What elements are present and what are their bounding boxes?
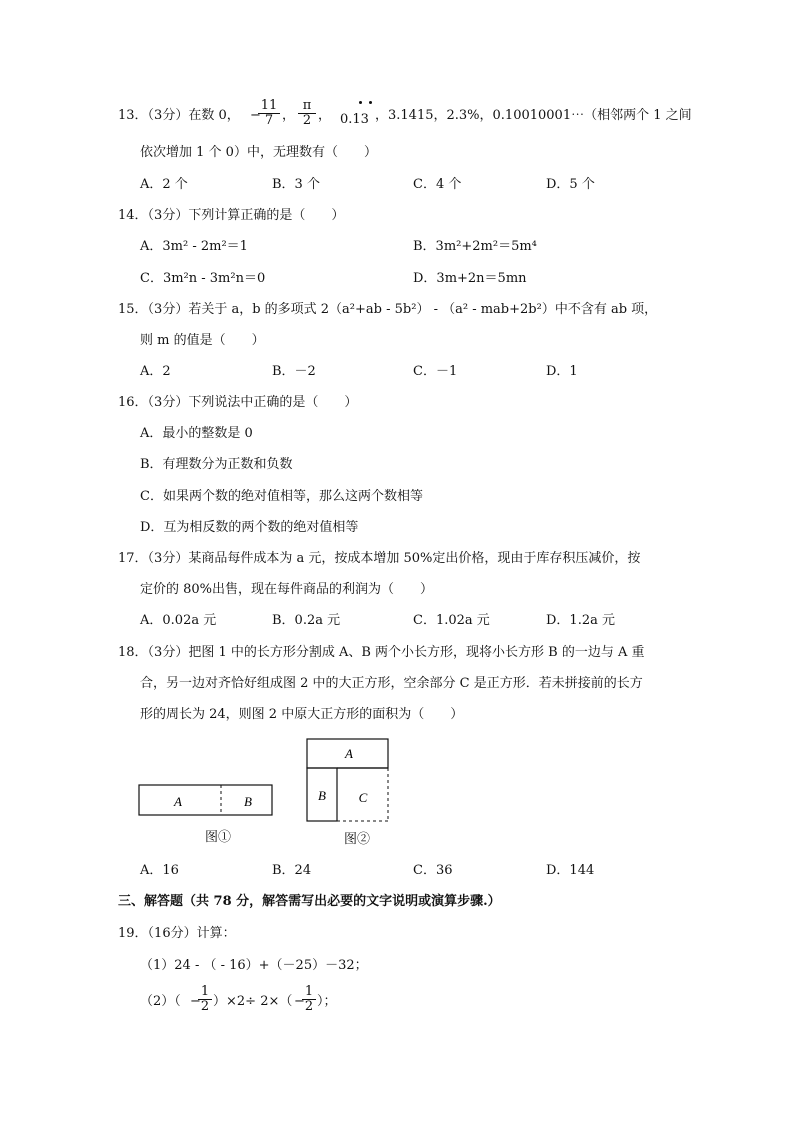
q17-option-c: C．1.02a 元 [413,613,490,628]
q15-option-b: B．－2 [272,364,316,379]
fig1-label-a: A [174,794,182,809]
q18-option-b: B．24 [272,863,312,878]
q16-option-a: A．最小的整数是 0 [140,426,253,441]
q18-line1: 18．（3分）把图 1 中的长方形分割成 A、B 两个小长方形，现将小长方形 B 的一边与 A 重 [118,645,645,660]
q19-p2-minus-1: − [190,994,201,1009]
q17-option-b: B．0.2a 元 [272,613,341,628]
q14-stem: 14．（3分）下列计算正确的是（ ） [118,208,345,223]
section-3-heading: 三、解答题（共 78 分，解答需写出必要的文字说明或演算步骤.） [118,894,501,909]
q17-line1: 17．（3分）某商品每件成本为 a 元，按成本增加 50%定出价格，现由于库存积压减价，按 [118,551,641,566]
q17-option-a: A．0.02a 元 [140,613,217,628]
q14-option-b: B．3m²+2m²＝5m⁴ [413,239,537,254]
q19-part-2-mid: ）×2÷ 2×（ [213,994,293,1009]
q16-option-c: C．如果两个数的绝对值相等，那么这两个数相等 [140,489,423,504]
fig1-label-b: B [244,794,252,809]
q13-frac1-numerator: 11 [258,99,280,114]
fig2-label-b: B [318,788,326,803]
q18-line3: 形的周长为 24，则图 2 中原大正方形的面积为（ ） [140,707,464,722]
q15-option-d: D．1 [546,364,578,379]
q13-comma: ， [282,108,296,123]
q19-frac1-denominator: 2 [200,999,210,1014]
q13-rep-dot-2 [369,101,372,104]
q19-fraction-1 [198,985,212,1014]
q13-line2: 依次增加 1 个 0）中，无理数有（ ） [140,145,377,160]
fig2-caption: 图② [344,832,371,847]
q18-figure-2 [306,738,392,826]
q19-frac2-numerator: 1 [302,985,316,1000]
q13-line1-prefix: 13．（3分）在数 0， [118,108,240,123]
q16-option-d: D．互为相反数的两个数的绝对值相等 [140,520,359,535]
q13-option-a: A．2 个 [140,177,188,192]
q13-fraction-11-7 [258,99,280,128]
q19-frac1-numerator: 1 [198,985,212,1000]
q13-frac2-numerator: π [298,99,316,114]
q13-frac1-denominator: 7 [264,113,274,128]
q18-option-a: A．16 [140,863,179,878]
q14-option-c: C．3m²n - 3m²n＝0 [140,271,266,286]
q13-rep-value: 0.13 [340,112,369,127]
fig2-label-c: C [358,790,368,805]
q18-option-c: C．36 [413,863,453,878]
q16-stem: 16．（3分）下列说法中正确的是（ ） [118,395,358,410]
q15-option-a: A．2 [140,364,171,379]
q18-option-d: D．144 [546,863,595,878]
q19-part-2-end: ）； [317,994,337,1009]
q17-line2: 定价的 80%出售，现在每件商品的利润为（ ） [140,582,434,597]
q13-option-d: D．5 个 [546,177,595,192]
q15-line1: 15．（3分）若关于 a，b 的多项式 2（a²+ab - 5b²） - （a² - mab+2b²）中不含有 ab 项， [118,302,658,317]
q13-rep-dot-1 [359,101,362,104]
q13-frac2-denominator: 2 [302,113,312,128]
q19-part-1: （1）24 - （ - 16）+（－25）－32； [140,958,368,973]
q19-fraction-2 [302,985,316,1014]
q15-option-c: C．－1 [413,364,458,379]
q17-option-d: D．1.2a 元 [546,613,615,628]
q14-option-d: D．3m+2n＝5mn [413,271,527,286]
q19-part-2-label: （2）（ [140,994,181,1009]
q14-option-a: A．3m² - 2m²＝1 [140,239,248,254]
fig1-outer-rect [139,785,272,815]
q19-p2-minus-2: − [294,994,305,1009]
fig1-caption: 图① [205,830,232,845]
q13-line1-rest: ，3.1415，2.3%，0.10010001⋯（相邻两个 1 之间 [375,108,692,123]
q13-repeating-decimal [340,111,369,129]
q15-line2: 则 m 的值是（ ） [140,333,265,348]
fig2-label-a: A [345,746,353,761]
q16-option-b: B．有理数分为正数和负数 [140,457,293,472]
q18-line2: 合，另一边对齐恰好组成图 2 中的大正方形，空余部分 C 是正方形．若未拼接前的长方 [140,676,643,691]
q13-frac1-sign: − [250,108,261,123]
q13-option-c: C．4 个 [413,177,462,192]
q13-comma-2: ， [318,108,332,123]
q13-fraction-pi-2 [298,99,316,128]
q19-frac2-denominator: 2 [304,999,314,1014]
q13-option-b: B．3 个 [272,177,320,192]
q19-stem: 19．（16分）计算： [118,926,236,941]
